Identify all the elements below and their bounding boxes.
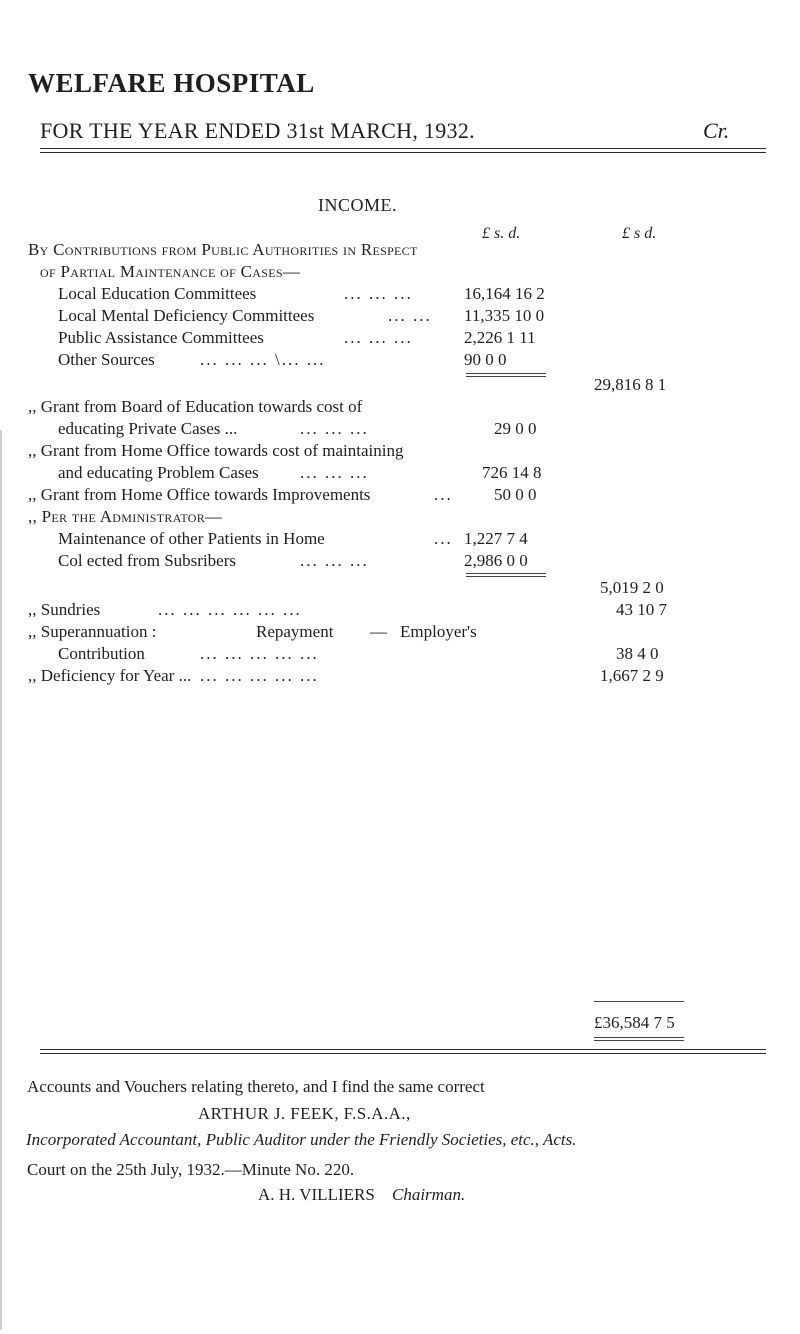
contributions-heading-line1: By Contributions from Public Authorities in Respect xyxy=(28,240,418,259)
row-dots-public-assistance: ... ... ... xyxy=(344,328,413,347)
row-label-local-education: Local Education Committees xyxy=(58,284,257,303)
chairman-name: A. H. VILLIERS xyxy=(258,1185,375,1204)
amount-grant-home: 726 14 8 xyxy=(482,463,542,482)
row-label-other-sources: Other Sources xyxy=(58,350,155,369)
contribution-dots: ... ... ... ... ... xyxy=(200,644,319,663)
deficiency-label: ,, Deficiency for Year ... xyxy=(28,666,192,685)
certification-text: Accounts and Vouchers relating thereto, and I find the same correct xyxy=(27,1077,485,1096)
amount-grant-improvements: 50 0 0 xyxy=(494,485,537,504)
amount-sundries: 43 10 7 xyxy=(616,600,667,619)
sundries-label: ,, Sundries xyxy=(28,600,101,619)
page-binding-edge xyxy=(0,430,2,1330)
grant-home-dots: ... ... ... xyxy=(300,463,369,482)
amount-grant-board: 29 0 0 xyxy=(494,419,537,438)
maintenance-dots: ... xyxy=(434,529,453,548)
grant-board-line2: educating Private Cases ... xyxy=(58,419,238,438)
sundries-dots: ... ... ... ... ... ... xyxy=(158,600,302,619)
amount-public-assistance: 2,226 1 11 xyxy=(464,328,536,347)
auditor-name: ARTHUR J. FEEK, F.S.A.A., xyxy=(198,1104,411,1123)
amount-collected: 2,986 0 0 xyxy=(464,551,528,570)
section-rule-a xyxy=(40,1049,766,1050)
collected-label: Col ected from Subsribers xyxy=(58,551,236,570)
income-heading: INCOME. xyxy=(318,195,397,215)
header-rule-top xyxy=(40,148,766,149)
grand-total: £36,584 7 5 xyxy=(594,1013,675,1032)
collected-dots: ... ... ... xyxy=(300,551,369,570)
subtotal-rule-1b xyxy=(466,376,546,377)
grant-home-line2: and educating Problem Cases xyxy=(58,463,259,482)
superannuation-employer: Employer's xyxy=(400,622,477,641)
amount-other-sources: 90 0 0 xyxy=(464,350,507,369)
column-head-2: £ s d. xyxy=(622,225,657,242)
row-label-mental-deficiency: Local Mental Deficiency Committees xyxy=(58,306,315,325)
superannuation-dash: — xyxy=(370,622,387,641)
deficiency-dots: ... ... ... ... ... xyxy=(200,666,319,685)
row-dots-mental-deficiency: ... ... xyxy=(388,306,432,325)
contributions-heading-line2: of Partial Maintenance of Cases— xyxy=(40,262,301,281)
court-minute: Court on the 25th July, 1932.—Minute No. 220. xyxy=(27,1160,355,1179)
subtotal-contributions: 29,816 8 1 xyxy=(594,375,667,394)
superannuation-label: ,, Superannuation : xyxy=(28,622,157,641)
row-dots-local-education: ... ... ... xyxy=(344,284,413,303)
amount-deficiency: 1,667 2 9 xyxy=(600,666,664,685)
auditor-title: Incorporated Accountant, Public Auditor under the Friendly Societies, etc., Acts. xyxy=(26,1130,577,1149)
subtotal-rule-1a xyxy=(466,373,546,374)
credit-label: Cr. xyxy=(703,118,730,143)
grant-board-line1: ,, Grant from Board of Education towards cost of xyxy=(28,397,363,416)
contribution-label: Contribution xyxy=(58,644,145,663)
superannuation-repayment: Repayment xyxy=(256,622,334,641)
grant-board-dots: ... ... ... xyxy=(300,419,369,438)
total-rule-top xyxy=(594,1001,684,1002)
per-administrator-label: ,, Per the Administrator— xyxy=(28,507,223,526)
page-title: WELFARE HOSPITAL xyxy=(28,68,315,98)
amount-maintenance: 1,227 7 4 xyxy=(464,529,528,548)
row-dots-other-sources: ... ... ... \... ... xyxy=(200,350,326,369)
chairman-title: Chairman. xyxy=(392,1185,466,1204)
grant-home-line1: ,, Grant from Home Office towards cost of maintaining xyxy=(28,441,404,460)
amount-local-education: 16,164 16 2 xyxy=(464,284,545,303)
subtotal-rule-2a xyxy=(466,573,546,574)
amount-contribution: 38 4 0 xyxy=(616,644,659,663)
row-label-public-assistance: Public Assistance Committees xyxy=(58,328,264,347)
section-rule-b xyxy=(40,1053,766,1054)
maintenance-label: Maintenance of other Patients in Home xyxy=(58,529,325,548)
grant-improvements-label: ,, Grant from Home Office towards Improvements xyxy=(28,485,371,504)
grant-improvements-dots: ... xyxy=(434,485,453,504)
subtotal-rule-2b xyxy=(466,576,546,577)
amount-mental-deficiency: 11,335 10 0 xyxy=(464,306,545,325)
total-rule-bottom-b xyxy=(594,1040,684,1041)
total-rule-bottom-a xyxy=(594,1037,684,1038)
column-head-1: £ s. d. xyxy=(482,225,521,242)
page-subtitle: FOR THE YEAR ENDED 31st MARCH, 1932. xyxy=(40,118,475,143)
subtotal-administrator: 5,019 2 0 xyxy=(600,578,664,597)
header-rule-bottom xyxy=(40,152,766,153)
